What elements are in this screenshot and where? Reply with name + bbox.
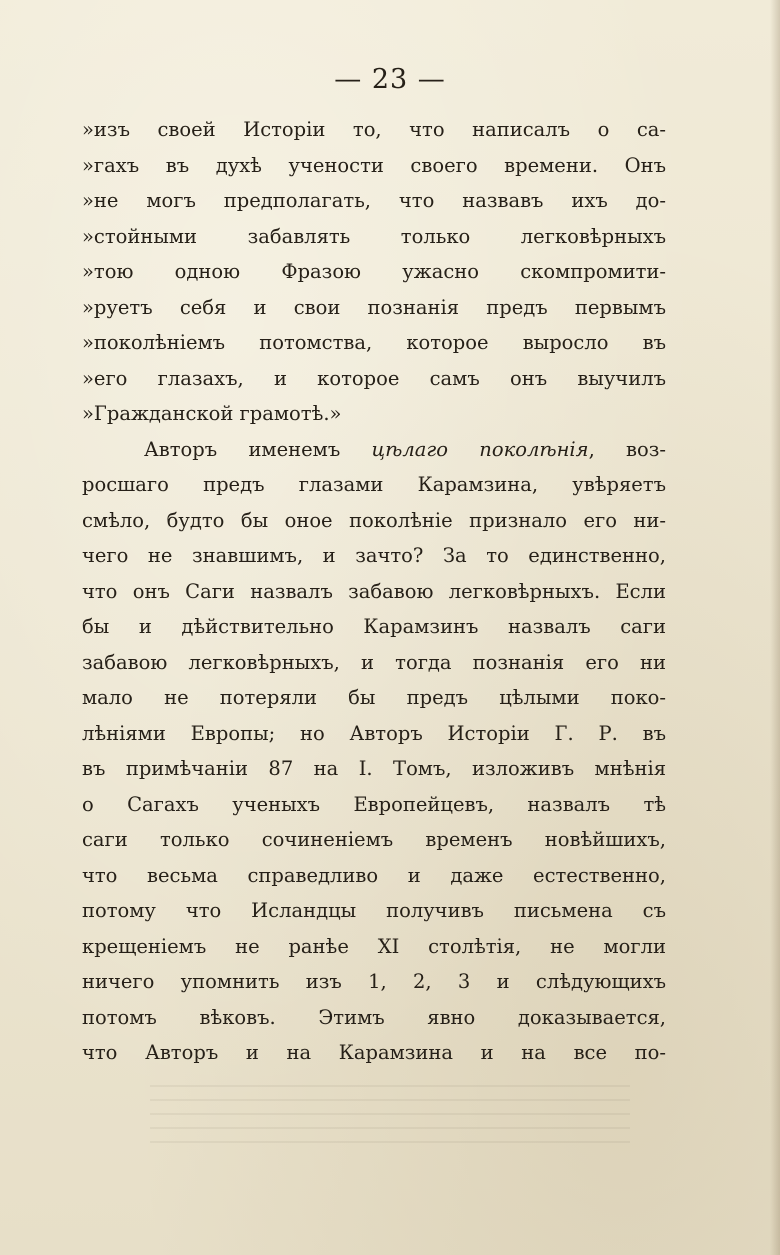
text-line: о Сагахъ ученыхъ Европейцевъ, назвалъ тѣ [82,792,666,816]
text-line: мало не потеряли бы предъ цѣлыми поко- [82,686,666,709]
show-through-texture [150,1085,630,1145]
italic-emphasis: цѣлаго поколѣнія [371,437,589,461]
paragraph-first-line [82,432,666,468]
paragraph-end-line: »Гражданской грамотѣ.» [82,402,342,425]
body-text [82,112,666,1071]
text-line: »поколѣніемъ потомства, которое выросло въ [82,331,666,354]
text-line: »не могъ предполагать, что назвавъ ихъ до- [82,189,666,212]
text-line: чего не знавшимъ, и зачто? За то единственно, [82,544,666,567]
text-line: »гахъ въ духѣ учености своего времени. Онъ [82,153,666,177]
text-line: что онъ Саги назвалъ забавою легковѣрныхъ. Если [82,579,666,603]
text-line: »стойными забавлять только легковѣрныхъ [82,224,666,248]
text-line: что весьма справедливо и даже естественно, [82,863,666,887]
text-line: бы и дѣйствительно Карамзинъ назвалъ саги [82,615,666,638]
line-part: , воз- [588,437,666,461]
text-line: »тою одною Фразою ужасно скомпромити- [82,260,666,283]
text-line: саги только сочиненіемъ временъ новѣйшихъ, [82,828,666,851]
text-line: въ примѣчаніи 87 на I. Томъ, изложивъ мнѣнія [82,757,666,780]
text-line: ничего упомнить изъ 1, 2, 3 и слѣдующихъ [82,970,666,993]
text-line: забавою легковѣрныхъ, и тогда познанія его ни [82,650,666,674]
text-line: смѣло, будто бы оное поколѣніе признало его ни- [82,508,666,532]
text-line: »его глазахъ, и которое самъ онъ выучилъ [82,366,666,390]
line-part: Авторъ именемъ [144,437,372,461]
text-line: крещеніемъ не ранѣе XI столѣтія, не могли [82,934,666,958]
text-line: »руетъ себя и свои познанія предъ первымъ [82,295,666,319]
text-line: »изъ своей Исторіи то, что написалъ о са- [82,118,666,141]
text-line: потому что Исландцы получивъ письмена съ [82,899,666,922]
page-edge-shadow [770,0,780,1255]
text-line: потомъ вѣковъ. Этимъ явно доказывается, [82,1005,666,1029]
text-line: росшаго предъ глазами Карамзина, увѣряетъ [82,473,666,496]
text-line: что Авторъ и на Карамзина и на все по- [82,1041,666,1064]
page-number: — 23 — [334,64,446,95]
text-line: лѣніями Европы; но Авторъ Исторіи Г. Р. въ [82,721,666,745]
